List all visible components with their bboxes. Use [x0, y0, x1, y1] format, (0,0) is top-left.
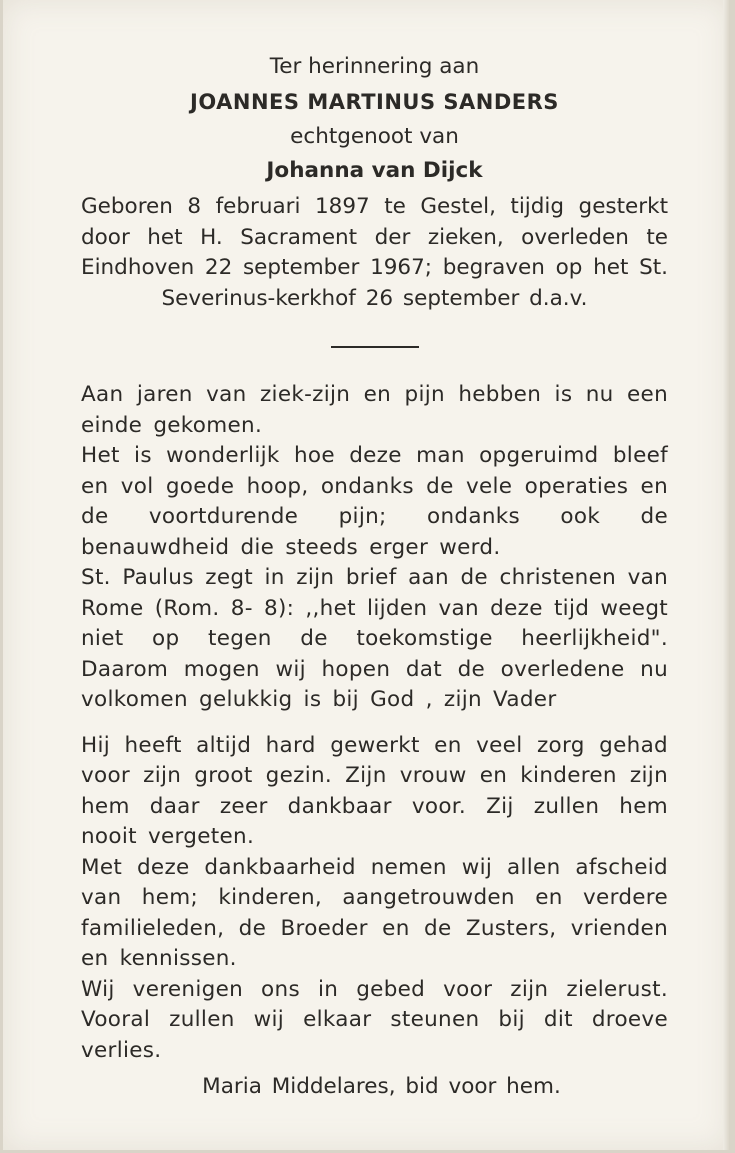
memorial-card [3, 0, 729, 1150]
paragraph: Hij heeft altijd hard gewerkt en veel zorg gehad voor zijn groot gezin. Zijn vrouw en kinderen zijn hem daar zeer dankbaar voor. Zij zullen hem nooit vergeten. [81, 732, 668, 849]
deceased-name: JOANNES MARTINUS SANDERS [190, 89, 559, 114]
biography: Geboren 8 februari 1897 te Gestel, tijdig gesterkt door het H. Sacrament der zieken, overleden te Eindhoven 22 september 1967; begraven op het St. Severinus-kerkhof 26 september d.a.v. [81, 194, 668, 311]
card-content [81, 52, 668, 1103]
intro-line: Ter herinnering aan [269, 54, 480, 79]
divider [331, 346, 419, 348]
paragraph: Aan jaren van ziek-zijn en pijn hebben is nu een einde gekomen. [81, 382, 668, 438]
paragraph: Het is wonderlijk hoe deze man opgeruimd bleef en vol goede hoop, ondanks de vele operaties en de voortdurende pijn; ondanks ook de benauwdheid die steeds erger werd. [81, 443, 668, 560]
spouse-name: Johanna van Dijck [266, 157, 483, 183]
closing-prayer: Maria Middelares, bid voor hem. [202, 1074, 561, 1099]
paragraph: Met deze dankbaarheid nemen wij allen afscheid van hem; kinderen, aangetrouwden en verdere familieleden, de Broeder en de Zusters, vrienden en kennissen. [81, 854, 668, 971]
paragraph: St. Paulus zegt in zijn brief aan de christenen van Rome (Rom. 8- 8): ,,het lijden van deze tijd weegt niet op tegen de toekomstige heerlijkheid". Daarom mogen wij hopen dat de overledene nu volkomen gelukkig is bij God , zijn Vader [81, 565, 668, 712]
paragraph: Wij verenigen ons in gebed voor zijn zielerust. Vooral zullen wij elkaar steunen bij dit droeve verlies. [81, 976, 668, 1063]
spouse-label: echtgenoot van [290, 124, 459, 149]
